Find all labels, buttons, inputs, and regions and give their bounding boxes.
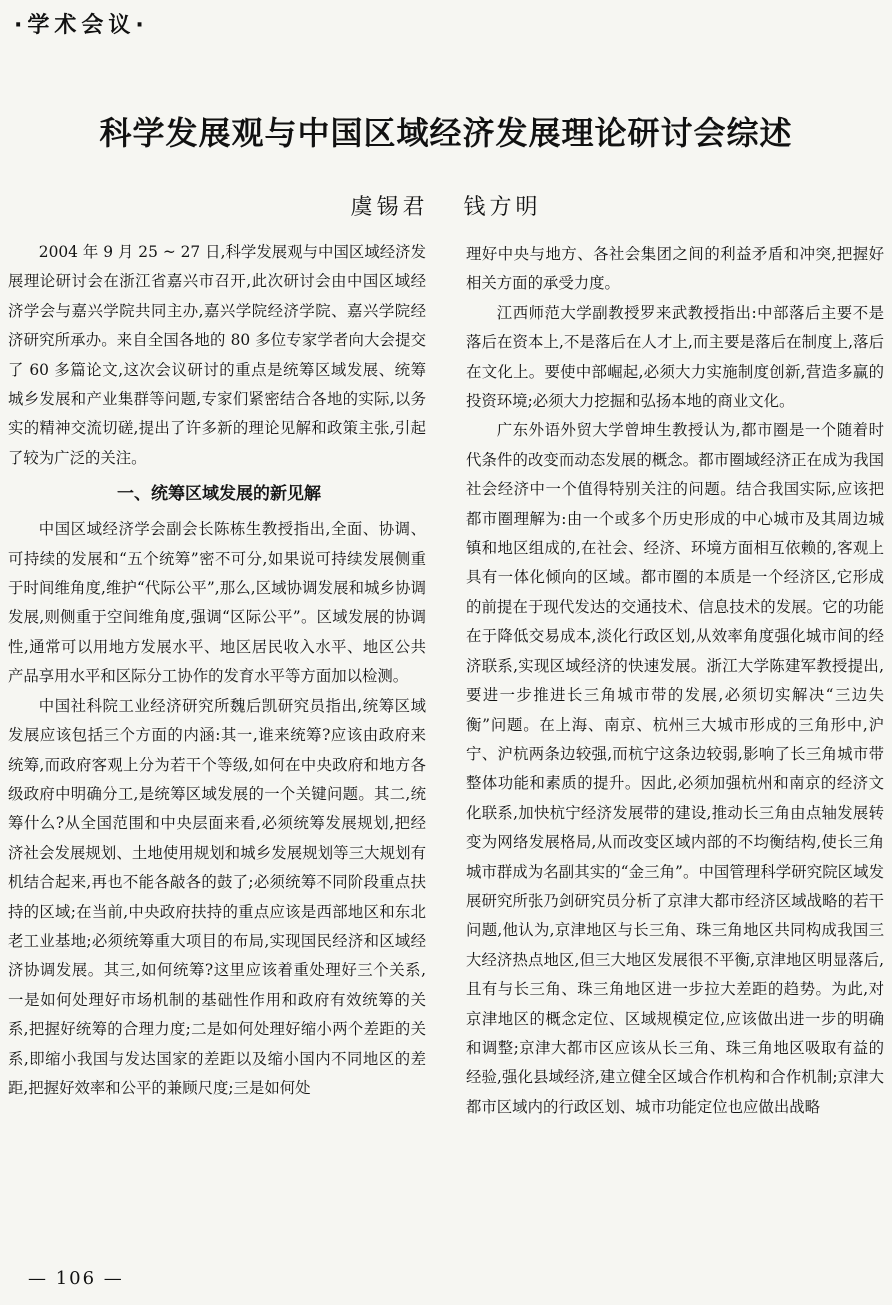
body-paragraph-continued: 理好中央与地方、各社会集团之间的利益矛盾和冲突,把握好相关方面的承受力度。 — [466, 245, 884, 293]
body-paragraph: 中国区域经济学会副会长陈栋生教授指出,全面、协调、可持续的发展和“五个统筹”密不可分,如果说可持续发展侧重于时间维角度,维护“代际公平”,那么,区域协调发展和城乡协调发展,则侧重于空间维角度,强调“区际公平”。区域发展的协调性,通常可以用地方发展水平、地区居民收入水平、地区公共产品享用水平和区际分工协作的发育水平等方面加以检测。 — [8, 520, 426, 686]
author-name: 钱方明 — [463, 195, 542, 220]
page-number: — 106 — — [28, 1268, 124, 1289]
article-title: 科学发展观与中国区域经济发展理论研讨会综述 — [99, 114, 793, 152]
section-tag: ·学术会议· — [14, 13, 149, 38]
author-line — [0, 190, 892, 221]
body-paragraph: 中国社科院工业经济研究所魏后凯研究员指出,统筹区域发展应该包括三个方面的内涵:其一,谁来统筹?应该由政府来统筹,而政府客观上分为若干个等级,如何在中央政府和地方各级政府中明确分工,是统筹区域发展的一个关键问题。其二,统筹什么?从全国范围和中央层面来看,必须统筹发展规划,把经济社会发展规划、土地使用规划和城乡发展规划等三大规划有机结合起来,再也不能各敲各的鼓了;必须统筹不同阶段重点扶持的区域;在当前,中央政府扶持的重点应该是西部地区和东北老工业基地;必须统筹重大项目的布局,实现国民经济和区域经济协调发展。其三,如何统筹?这里应该着重处理好三个关系,一是如何处理好市场机制的基础性作用和政府有效统筹的关系,把握好统筹的合理力度;二是如何处理好缩小两个差距的关系,即缩小我国与发达国家的差距以及缩小国内不同地区的差距,把握好效率和公平的兼顾尺度;三是如何处 — [8, 696, 426, 1097]
intro-paragraph: 2004 年 9 月 25 ~ 27 日,科学发展观与中国区域经济发展理论研讨会在浙江省嘉兴市召开,此次研讨会由中国区域经济学会与嘉兴学院共同主办,嘉兴学院经济学院、嘉兴学院经济研究所承办。来自全国各地的 80 多位专家学者向大会提交了 60 多篇论文,这次会议研讨的重点是统筹区域发展、统筹城乡发展和产业集群等问题,专家们紧密结合各地的实际,以务实的精神交流切磋,提出了许多新的理论见解和政策主张,引起了较为广泛的关注。 — [8, 243, 426, 467]
left-column — [8, 238, 426, 1103]
body-paragraph: 江西师范大学副教授罗来武教授指出:中部落后主要不是落后在资本上,不是落后在人才上,而主要是落后在制度上,落后在文化上。要使中部崛起,必须大力实施制度创新,营造多赢的投资环境;必须大力挖掘和弘扬本地的商业文化。 — [466, 303, 884, 411]
right-column — [466, 240, 884, 1122]
section-heading: 一、统筹区域发展的新见解 — [117, 484, 321, 505]
author-name: 虞锡君 — [350, 195, 429, 220]
body-paragraph: 广东外语外贸大学曾坤生教授认为,都市圈是一个随着时代条件的改变而动态发展的概念。都市圈域经济正在成为我国社会经济中一个值得特别关注的问题。结合我国实际,应该把都市圈理解为:由一个或多个历史形成的中心城市及其周边城镇和地区组成的,在社会、经济、环境方面相互依赖的,客观上具有一体化倾向的区域。都市圈的本质是一个经济区,它形成的前提在于现代发达的交通技术、信息技术的发展。它的功能在于降低交易成本,淡化行政区划,从效率角度强化城市间的经济联系,实现区域经济的快速发展。浙江大学陈建军教授提出,要进一步推进长三角城市带的发展,必须切实解决“三边失衡”问题。在上海、南京、杭州三大城市形成的三角形中,沪宁、沪杭两条边较强,而杭宁这条边较弱,影响了长三角城市带整体功能和素质的提升。因此,必须加强杭州和南京的经济文化联系,加快杭宁经济发展带的建设,推动长三角由点轴发展转变为网络发展格局,从而改变区域内部的不均衡结构,使长三角城市群成为名副其实的“金三角”。中国管理科学研究院区域发展研究所张乃剑研究员分析了京津大都市经济区域战略的若干问题,他认为,京津地区与长三角、珠三角地区共同构成我国三大经济热点地区,但三大地区发展很不平衡,京津地区明显落后,且有与长三角、珠三角地区进一步拉大差距的趋势。为此,对京津地区的概念定位、区域规模定位,应该做出进一步的明确和调整;京津大都市区应该从长三角、珠三角地区吸取有益的经验,强化县域经济,建立健全区域合作机构和合作机制;京津大都市区域内的行政区划、城市功能定位也应做出战略 — [466, 421, 884, 1116]
